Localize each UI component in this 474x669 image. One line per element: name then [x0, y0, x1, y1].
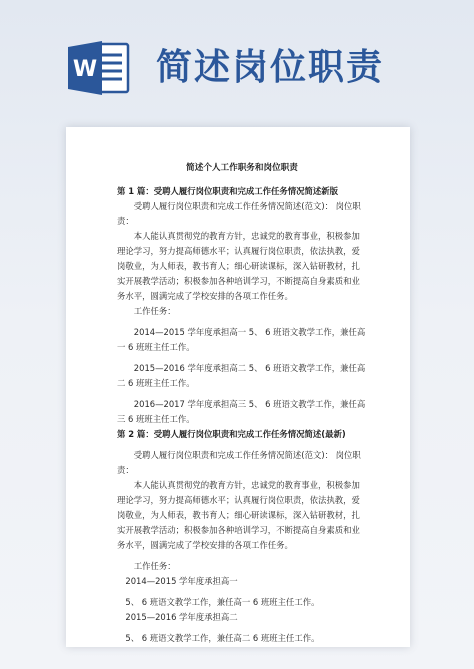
section-1-task-label: 工作任务： [133, 306, 176, 316]
section-2-task-label: 工作任务： [133, 561, 176, 571]
section-2-body: 本人能认真贯彻党的教育方针，忠诚党的教育事业，积极参加理论学习，努力提高师德水平；认真履行岗位职责，依法执教，爱岗敬业，为人师表，教书育人；细心研读课标，深入钻研教材，扎实开展教学活动；积极参加各种培训学习，不断提高自身素质和业务水平，圆满完成了学校安排的各项工作任务。 [117, 480, 360, 550]
banner-title: 简述岗位职责 [156, 47, 385, 88]
document-page [66, 127, 410, 647]
section-1-task-3: 2016—2017 学年度承担高三 5、 6 班语文教学工作，兼任高三 6 班班主任工作。 [117, 399, 366, 424]
section-2-heading: 第 2 篇：受聘人履行岗位职责和完成工作任务情况简述(最新) [117, 429, 346, 439]
section-2-line-4: 5、 6 班语文教学工作，兼任高二 6 班班主任工作。 [125, 633, 320, 643]
banner [0, 0, 474, 120]
section-2-line-1: 2014—2015 学年度承担高一 [125, 576, 238, 586]
section-2-line-2: 5、 6 班语文教学工作，兼任高一 6 班班主任工作。 [125, 597, 320, 607]
section-1-intro: 受聘人履行岗位职责和完成工作任务情况简述(范文)： 岗位职责： [117, 201, 361, 226]
section-1-heading: 第 1 篇：受聘人履行岗位职责和完成工作任务情况简述新版 [117, 186, 339, 196]
section-1-task-1: 2014—2015 学年度承担高一 5、 6 班语文教学工作，兼任高一 6 班班主任工作。 [117, 327, 366, 352]
document-title: 简述个人工作职务和岗位职责 [186, 163, 298, 173]
section-2-intro: 受聘人履行岗位职责和完成工作任务情况简述(范文)： 岗位职责： [117, 450, 361, 475]
section-2-line-3: 2015—2016 学年度承担高二 [125, 612, 238, 622]
section-1-body: 本人能认真贯彻党的教育方针，忠诚党的教育事业，积极参加理论学习，努力提高师德水平；认真履行岗位职责，依法执教，爱岗敬业，为人师表，教书育人；细心研读课标，深入钻研教材，扎实开展教学活动；积极参加各种培训学习，不断提高自身素质和业务水平，圆满完成了学校安排的各项工作任务。 [117, 231, 360, 301]
word-icon-letter: W [72, 57, 98, 82]
word-icon [66, 38, 132, 98]
section-1-task-2: 2015—2016 学年度承担高二 5、 6 班语文教学工作，兼任高二 6 班班主任工作。 [117, 363, 366, 388]
document-body [117, 161, 367, 646]
